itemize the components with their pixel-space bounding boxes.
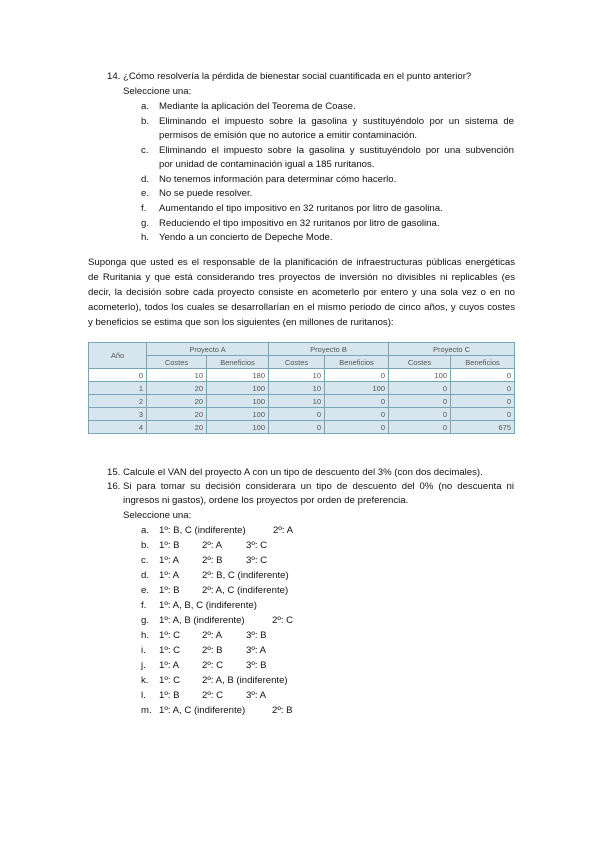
- value-cell: 0: [389, 408, 451, 421]
- year-cell: 3: [89, 408, 147, 421]
- option-letter: c.: [141, 555, 149, 566]
- table-row: [89, 369, 515, 382]
- q14-question: ¿Cómo resolvería la pérdida de bienestar social cuantificada en el punto anterior?: [123, 71, 472, 82]
- q16-select-label: Seleccione una:: [123, 510, 192, 521]
- table-row: [89, 395, 515, 408]
- option-letter: l.: [141, 690, 146, 701]
- value-cell: 20: [147, 395, 207, 408]
- intro-line: Suponga que usted es el responsable de la planificación de infraestructuras públicas energéticas: [88, 257, 515, 268]
- value-cell: 0: [325, 395, 389, 408]
- value-cell: 20: [147, 382, 207, 395]
- option-third: 3º: A: [246, 645, 267, 656]
- value-cell: 100: [207, 382, 269, 395]
- option-second: 2º: A: [202, 540, 223, 551]
- option-text: Mediante la aplicación del Teorema de Coase.: [159, 101, 356, 112]
- year-cell: 4: [89, 421, 147, 434]
- table-row: [89, 382, 515, 395]
- option-letter: d.: [141, 570, 150, 581]
- option-text: Aumentando el tipo impositivo en 32 ruritanos por litro de gasolina.: [159, 203, 443, 214]
- option-second: 2º: A: [202, 630, 223, 641]
- table-subheader-row: [89, 356, 515, 369]
- option-first: 1º: B: [159, 690, 180, 701]
- project-b-header: Proyecto B: [269, 343, 389, 356]
- option-first: 1º: A, C (indiferente): [159, 705, 246, 716]
- option-text: Eliminando el impuesto sobre la gasolina y sustituyéndolo por una subvención: [159, 145, 514, 156]
- option-first: 1º: B, C (indiferente): [159, 525, 246, 536]
- year-header: Año: [89, 343, 147, 369]
- value-cell: 100: [207, 408, 269, 421]
- option-first: 1º: C: [159, 630, 181, 641]
- costs-header: Costes: [147, 356, 207, 369]
- option-letter: b.: [141, 540, 150, 551]
- q16-number: 16.: [107, 481, 121, 492]
- option-letter: j.: [141, 660, 146, 671]
- option-letter: i.: [141, 645, 146, 656]
- benefits-header: Beneficios: [325, 356, 389, 369]
- option-second: 2º: A, B (indiferente): [202, 675, 288, 686]
- value-cell: 10: [269, 382, 325, 395]
- value-cell: 180: [207, 369, 269, 382]
- option-second: 2º: B: [202, 555, 223, 566]
- option-third: 3º: B: [246, 660, 267, 671]
- intro-line: decir, la decisión sobre cada proyecto consiste en acometerlo por entero y una sola vez o en no: [88, 287, 515, 298]
- option-letter: a.: [141, 101, 150, 112]
- option-letter: e.: [141, 585, 150, 596]
- option-text: No tenemos información para determinar cómo hacerlo.: [159, 174, 397, 185]
- benefits-header: Beneficios: [207, 356, 269, 369]
- value-cell: 20: [147, 408, 207, 421]
- option-text: permisos de emisión que no autorice a emitir contaminación.: [159, 130, 418, 141]
- option-letter: d.: [141, 174, 150, 185]
- option-text: No se puede resolver.: [159, 188, 253, 199]
- intro-line: de Ruritania y que está considerando tres proyectos de inversión no divisibles ni replicables (es: [88, 272, 515, 283]
- value-cell: 10: [147, 369, 207, 382]
- option-letter: c.: [141, 145, 149, 156]
- option-first: 1º: A, B, C (indiferente): [159, 600, 257, 611]
- option-first: 1º: C: [159, 645, 181, 656]
- value-cell: 0: [389, 395, 451, 408]
- option-letter: g.: [141, 615, 150, 626]
- table-row: [89, 408, 515, 421]
- value-cell: 10: [269, 369, 325, 382]
- option-third: 3º: A: [246, 690, 267, 701]
- q15-question: Calcule el VAN del proyecto A con un tipo de descuento del 3% (con dos decimales).: [123, 467, 483, 478]
- value-cell: 0: [451, 369, 515, 382]
- option-letter: f.: [141, 600, 147, 611]
- value-cell: 0: [325, 408, 389, 421]
- option-letter: g.: [141, 218, 150, 229]
- option-first: 1º: A: [159, 570, 180, 581]
- option-text: Yendo a un concierto de Depeche Mode.: [159, 232, 333, 243]
- value-cell: 675: [451, 421, 515, 434]
- option-letter: h.: [141, 232, 150, 243]
- option-second: 2º: B: [272, 705, 293, 716]
- option-first: 1º: B: [159, 585, 180, 596]
- option-letter: f.: [141, 203, 147, 214]
- option-second: 2º: A, C (indiferente): [202, 585, 289, 596]
- projects-table: [88, 342, 515, 434]
- option-first: 1º: C: [159, 675, 181, 686]
- value-cell: 0: [451, 382, 515, 395]
- option-letter: e.: [141, 188, 150, 199]
- option-first: 1º: B: [159, 540, 180, 551]
- year-cell: 0: [89, 369, 147, 382]
- value-cell: 100: [207, 421, 269, 434]
- option-text: Eliminando el impuesto sobre la gasolina y sustituyéndolo por un sistema de: [159, 116, 514, 127]
- costs-header: Costes: [269, 356, 325, 369]
- option-second: 2º: C: [272, 615, 294, 626]
- value-cell: 0: [451, 408, 515, 421]
- value-cell: 20: [147, 421, 207, 434]
- value-cell: 0: [451, 395, 515, 408]
- option-second: 2º: C: [202, 660, 224, 671]
- value-cell: 0: [269, 421, 325, 434]
- value-cell: 100: [207, 395, 269, 408]
- intro-line: y beneficios se estima que son los siguientes (en millones de ruritanos):: [88, 317, 394, 328]
- option-third: 3º: C: [246, 540, 268, 551]
- costs-header: Costes: [389, 356, 451, 369]
- option-third: 3º: C: [246, 555, 268, 566]
- option-second: 2º: A: [273, 525, 294, 536]
- project-a-header: Proyecto A: [147, 343, 269, 356]
- value-cell: 100: [325, 382, 389, 395]
- table-header-row: [89, 343, 515, 356]
- q16-question: ingresos ni gastos), ordene los proyectos por orden de preferencia.: [123, 495, 409, 506]
- project-c-header: Proyecto C: [389, 343, 515, 356]
- value-cell: 0: [389, 421, 451, 434]
- option-text: Reduciendo el tipo impositivo en 32 ruritanos por litro de gasolina.: [159, 218, 440, 229]
- value-cell: 0: [325, 369, 389, 382]
- value-cell: 100: [389, 369, 451, 382]
- option-letter: m.: [141, 705, 152, 716]
- option-letter: h.: [141, 630, 150, 641]
- option-text: por unidad de contaminación igual a 185 ruritanos.: [159, 159, 375, 170]
- option-first: 1º: A: [159, 660, 180, 671]
- year-cell: 1: [89, 382, 147, 395]
- q16-question: Si para tomar su decisión considerara un tipo de descuento del 0% (no descuenta ni: [123, 481, 514, 492]
- option-second: 2º: C: [202, 690, 224, 701]
- benefits-header: Beneficios: [451, 356, 515, 369]
- year-cell: 2: [89, 395, 147, 408]
- option-second: 2º: B, C (indiferente): [202, 570, 289, 581]
- option-third: 3º: B: [246, 630, 267, 641]
- option-letter: a.: [141, 525, 150, 536]
- value-cell: 0: [389, 382, 451, 395]
- option-letter: b.: [141, 116, 150, 127]
- value-cell: 0: [325, 421, 389, 434]
- option-first: 1º: A, B (indiferente): [159, 615, 245, 626]
- option-second: 2º: B: [202, 645, 223, 656]
- intro-line: acometerlo), todos los cuales se desarrollarían en el mismo periodo de cinco años, y cuyos costes: [88, 302, 515, 313]
- option-letter: k.: [141, 675, 149, 686]
- q14-select-label: Seleccione una:: [123, 86, 192, 97]
- q14-number: 14.: [107, 71, 121, 82]
- option-first: 1º: A: [159, 555, 180, 566]
- q15-number: 15.: [107, 467, 121, 478]
- value-cell: 10: [269, 395, 325, 408]
- table-row: [89, 421, 515, 434]
- value-cell: 0: [269, 408, 325, 421]
